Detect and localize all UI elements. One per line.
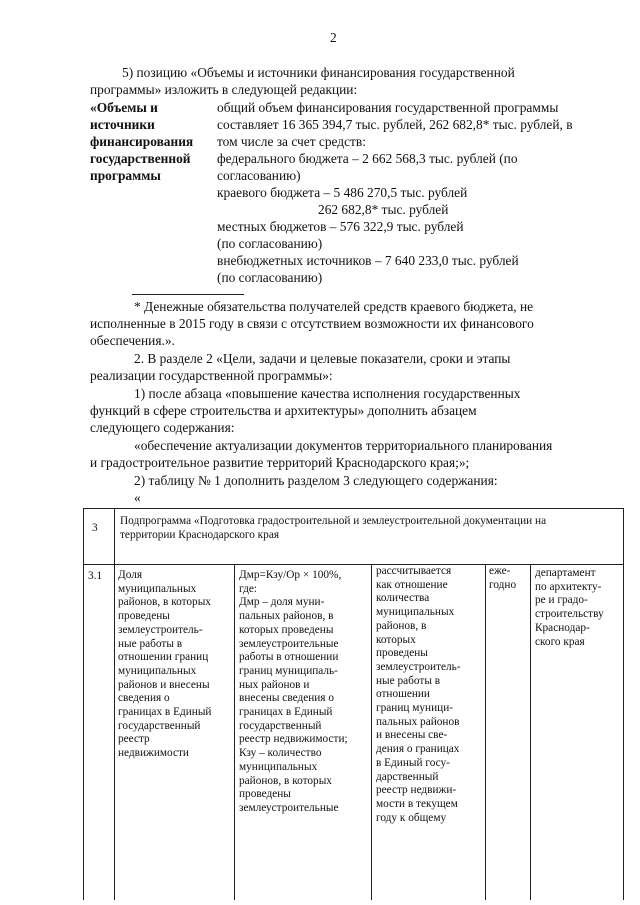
table-border-right: [623, 508, 624, 900]
section2-line: 2. В разделе 2 «Цели, задачи и целевые показатели, сроки и этапы: [134, 351, 511, 366]
row31-number: 3.1: [88, 570, 103, 582]
funding-line: (по согласованию): [217, 236, 323, 251]
section2-line: «обеспечение актуализации документов территориального планирования: [134, 438, 553, 453]
row3-number: 3: [92, 522, 98, 534]
section2-line: и градостроительное развитие территорий Краснодарского края;»;: [90, 455, 470, 470]
row31-method: рассчитывается как отношение количества муниципальных районов, в которых проведены землеустроитель- ные работы в отношении границ муници- пальных районов и внесены све- дения о границах в Единый госу- дарственный реестр недвижи- мости в текущем году к общему: [376, 565, 461, 824]
footnote-line: обеспечения.».: [90, 333, 175, 348]
table-col-divider: [114, 508, 115, 900]
funding-line: краевого бюджета – 5 486 270,5 тыс. рублей: [217, 185, 468, 200]
section2-line: функций в сфере строительства и архитектуры» дополнить абзацем: [90, 403, 477, 418]
funding-line: общий объем финансирования государственной программы: [217, 100, 559, 115]
table-col-divider: [371, 564, 372, 900]
funding-line: (по согласованию): [217, 270, 323, 285]
section2-line: следующего содержания:: [90, 420, 235, 435]
table-col-divider: [485, 564, 486, 900]
row31-responsible: департамент по архитекту- ре и градо- строительству Краснодар- ского края: [535, 567, 604, 648]
table-border-top: [83, 508, 624, 509]
table-row-divider: [83, 564, 624, 565]
funding-line: местных бюджетов – 576 322,9 тыс. рублей: [217, 219, 464, 234]
footnote-line: * Денежные обязательства получателей средств краевого бюджета, не: [134, 299, 534, 314]
funding-line: 262 682,8* тыс. рублей: [318, 202, 449, 217]
table-col-divider: [234, 564, 235, 900]
page-number: 2: [330, 30, 337, 45]
section2-line: 1) после абзаца «повышение качества исполнения государственных: [134, 386, 521, 401]
table-border-left: [83, 508, 84, 900]
funding-label-4: государственной: [90, 151, 191, 166]
footnote-separator: [132, 294, 244, 295]
funding-line: согласованию): [217, 168, 301, 183]
funding-line: внебюджетных источников – 7 640 233,0 тыс. рублей: [217, 253, 519, 268]
row31-formula: Дмр=Кзу/Ор × 100%, где: Дмр – доля муни- пальных районов, в которых проведены землеустроительные работы в отношении границ муниципаль- ных районов и внесены сведения о границах в Единый государственный реестр недвижимости; Кзу – количество муниципальных районов, в которых проведены землеустроительные: [239, 569, 348, 814]
item5-line1: 5) позицию «Объемы и источники финансирования государственной: [122, 65, 515, 80]
funding-label-5: программы: [90, 168, 161, 183]
item5-line2: программы» изложить в следующей редакции:: [90, 82, 358, 97]
funding-label-1: «Объемы и: [90, 100, 158, 115]
footnote-line: исполненные в 2015 году в связи с отсутствием возможности их финансового: [90, 316, 534, 331]
funding-line: составляет 16 365 394,7 тыс. рублей, 262 682,8* тыс. рублей, в: [217, 117, 573, 132]
table-col-divider: [530, 564, 531, 900]
section2-line: 2) таблицу № 1 дополнить разделом 3 следующего содержания:: [134, 473, 498, 488]
row31-period: еже- годно: [489, 565, 517, 591]
row3-title: Подпрограмма «Подготовка градостроительной и землеустроительной документации на территории Краснодарского края: [120, 515, 547, 541]
funding-label-2: источники: [90, 117, 155, 132]
row31-indicator-name: Доля муниципальных районов, в которых проведены землеустроитель- ные работы в отношении границ муниципальных районов и внесены сведения о границах в Единый государственный реестр недвижимости: [118, 569, 212, 760]
funding-line: том числе за счет средств:: [217, 134, 366, 149]
opening-quote: «: [134, 490, 141, 505]
funding-label-3: финансирования: [90, 134, 194, 149]
section2-line: реализации государственной программы»:: [90, 368, 333, 383]
funding-line: федерального бюджета – 2 662 568,3 тыс. рублей (по: [217, 151, 518, 166]
